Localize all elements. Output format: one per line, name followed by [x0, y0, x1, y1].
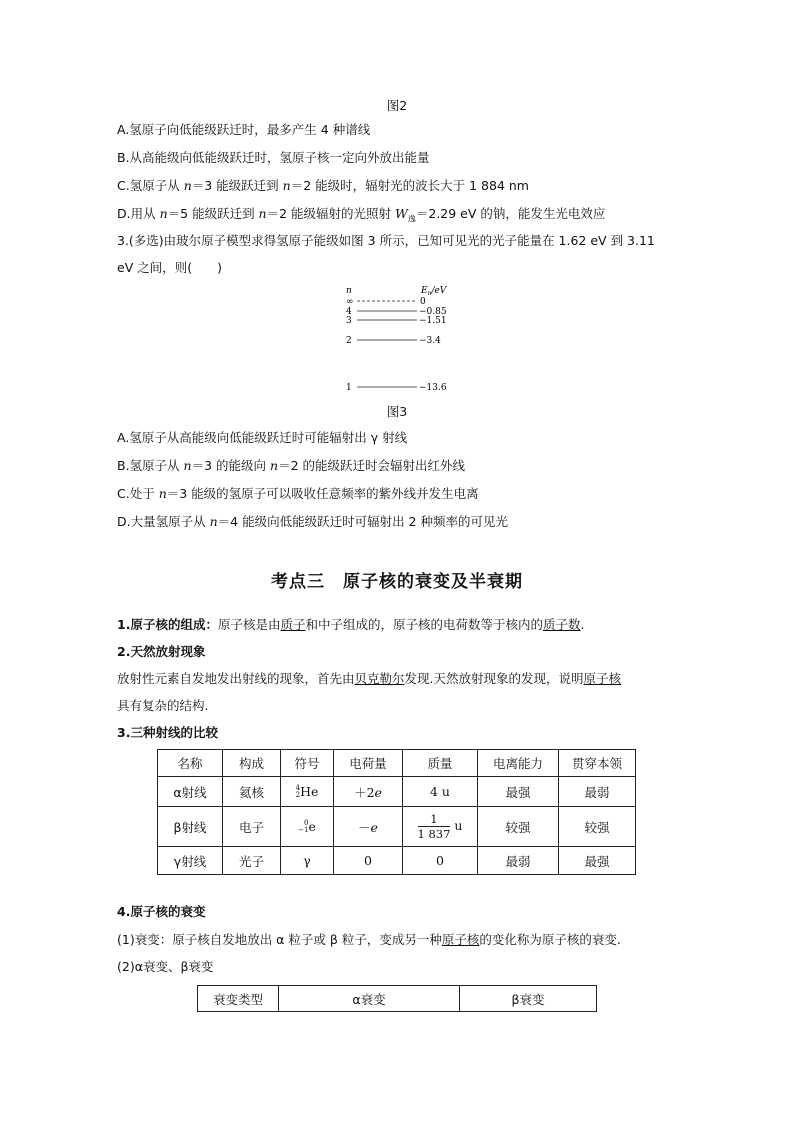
table-cell: 0	[334, 847, 403, 875]
q3-option-a: A.氢原子从高能级向低能级跃迁时可能辐射出 γ 射线	[117, 430, 408, 445]
level-label-4: 4	[346, 307, 352, 317]
table-header-cell: β衰变	[460, 986, 597, 1012]
table-header-cell: 衰变类型	[198, 986, 279, 1012]
table-cell-symbol: 0 −1 e	[281, 807, 334, 847]
paragraph-2-title: 2.天然放射现象	[117, 644, 206, 659]
table-header-row	[158, 750, 636, 777]
table-header-cell: 电荷量	[334, 750, 403, 777]
table-cell: γ	[281, 847, 334, 875]
table-cell: β射线	[158, 807, 223, 847]
diagram-energy-header: $E_n/eV$	[421, 286, 447, 297]
paragraph-2-line-2: 具有复杂的结构.	[117, 698, 209, 713]
table-row-beta	[158, 807, 636, 847]
table-cell: 光子	[223, 847, 281, 875]
level-label-2: 2	[346, 336, 352, 346]
table-cell: 最弱	[559, 777, 636, 807]
question-3-line-2: eV 之间，则( )	[117, 260, 222, 275]
paragraph-2-line-1: 放射性元素自发地发出射线的现象，首先由贝克勒尔发现.天然放射现象的发现，说明原子核	[117, 671, 622, 686]
table-cell: γ射线	[158, 847, 223, 875]
table-header-cell: 贯穿本领	[559, 750, 636, 777]
decay-table	[197, 985, 597, 1012]
paragraph-4-2: (2)α衰变、β衰变	[117, 959, 214, 974]
table-cell: 最强	[478, 777, 559, 807]
table-row-gamma	[158, 847, 636, 875]
table-header-cell: 符号	[281, 750, 334, 777]
paragraph-3-title: 3.三种射线的比较	[117, 725, 218, 740]
section-title: 考点三 原子核的衰变及半衰期	[271, 572, 523, 592]
table-cell: 较强	[559, 807, 636, 847]
level-energy-1: −13.6	[419, 383, 447, 393]
figure-3-caption: 图3	[386, 404, 408, 419]
paragraph-1: 1.原子核的组成：原子核是由质子和中子组成的，原子核的电荷数等于核内的质子数.	[117, 617, 585, 632]
q3-option-d: D.大量氢原子从 n＝4 能级向低能级跃迁时可辐射出 2 种频率的可见光	[117, 514, 508, 529]
table-header-cell: 质量	[403, 750, 478, 777]
table-cell-symbol: 4 2 He	[281, 777, 334, 807]
q3-option-c: C.处于 n＝3 能级的氢原子可以吸收任意频率的紫外线并发生电离	[117, 486, 479, 501]
level-label-inf: ∞	[346, 297, 354, 307]
q2-option-b: B.从高能级向低能级跃迁时，氢原子核一定向外放出能量	[117, 150, 430, 165]
table-cell: 氦核	[223, 777, 281, 807]
paragraph-4-title: 4.原子核的衰变	[117, 904, 206, 919]
table-cell: α射线	[158, 777, 223, 807]
table-header-cell: 电离能力	[478, 750, 559, 777]
paragraph-4-1: (1)衰变：原子核自发地放出 α 粒子或 β 粒子，变成另一种原子核的变化称为原子核的衰变.	[117, 932, 621, 947]
q2-option-c: C.氢原子从 n＝3 能级跃迁到 n＝2 能级时，辐射光的波长大于 1 884 nm	[117, 178, 529, 193]
table-header-cell: 名称	[158, 750, 223, 777]
level-energy-3: −1.51	[419, 316, 447, 326]
level-label-3: 3	[346, 316, 352, 326]
level-energy-2: −3.4	[419, 336, 441, 346]
energy-level-diagram	[340, 284, 470, 396]
table-cell-mass-fraction: $\frac{1}{1 837}$ u	[403, 807, 478, 847]
table-cell: 较强	[478, 807, 559, 847]
level-energy-4: −0.85	[419, 307, 447, 317]
level-label-1: 1	[346, 383, 352, 393]
diagram-n-header: n	[346, 286, 352, 296]
question-3-line-1: 3.(多选)由玻尔原子模型求得氢原子能级如图 3 所示，已知可见光的光子能量在 1.62 eV 到 3.11	[117, 233, 655, 248]
q2-option-a: A.氢原子向低能级跃迁时，最多产生 4 种谱线	[117, 122, 371, 137]
table-cell: 0	[403, 847, 478, 875]
table-cell: 电子	[223, 807, 281, 847]
q3-option-b: B.氢原子从 n＝3 的能级向 n＝2 的能级跃迁时会辐射出红外线	[117, 458, 465, 473]
table-cell: 最强	[559, 847, 636, 875]
table-header-cell: α衰变	[279, 986, 460, 1012]
table-header-cell: 构成	[223, 750, 281, 777]
level-energy-inf: 0	[420, 297, 426, 307]
table-cell: －e	[334, 807, 403, 847]
decay-table-header-row	[198, 986, 597, 1012]
table-cell: 最弱	[478, 847, 559, 875]
table-cell: 4 u	[403, 777, 478, 807]
q2-option-d: D.用从 n＝5 能级跃迁到 n＝2 能级辐射的光照射 $W_逸=2.29$ eV 的钠，能发生光电效应	[117, 206, 606, 224]
table-cell: ＋2e	[334, 777, 403, 807]
ray-comparison-table	[157, 749, 636, 875]
figure-2-caption: 图2	[386, 98, 408, 113]
table-row-alpha	[158, 777, 636, 807]
